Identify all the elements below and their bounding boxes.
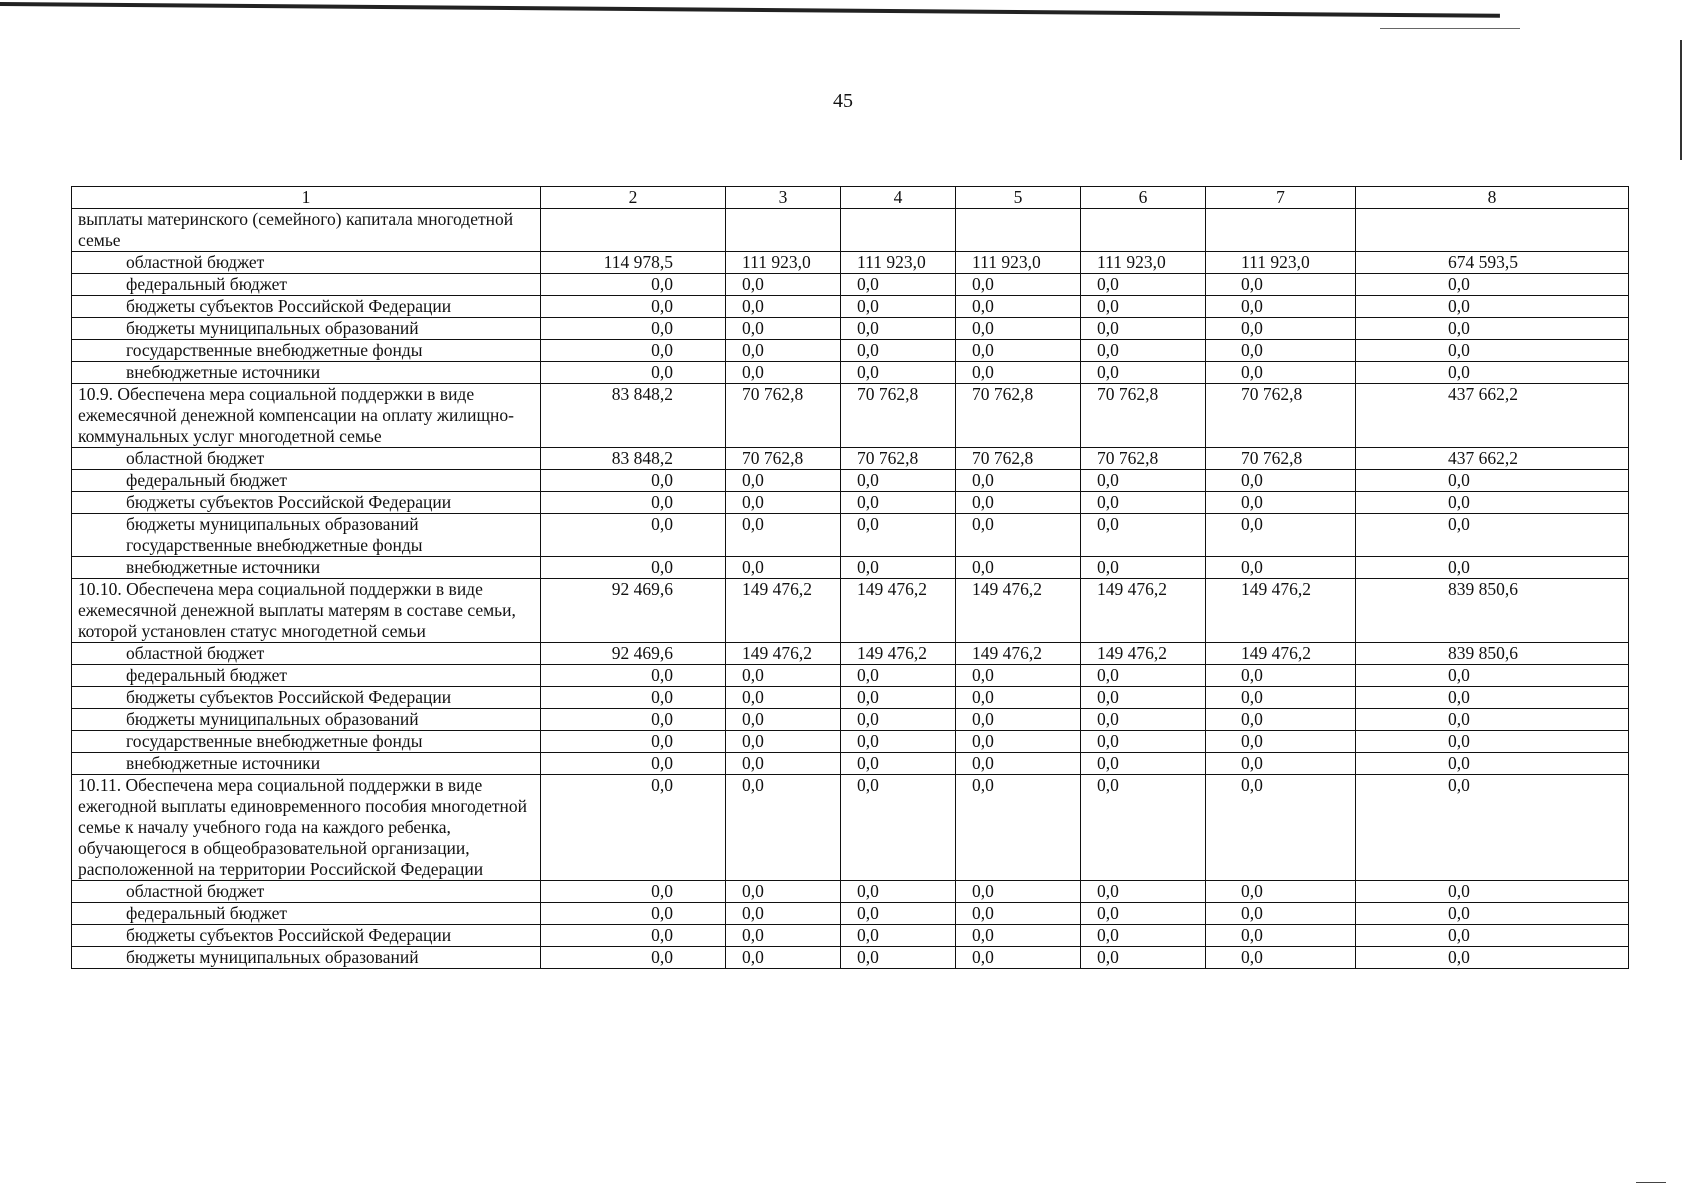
value-cell: 0,0 (541, 318, 726, 340)
value-cell: 0,0 (956, 709, 1081, 731)
value-cell: 0,0 (1356, 687, 1629, 709)
measure-label: выплаты материнского (семейного) капитала многодетной семье (72, 209, 541, 252)
value-cell: 437 662,2 (1356, 448, 1629, 470)
value-cell: 111 923,0 (1206, 252, 1356, 274)
value-cell: 0,0 (541, 881, 726, 903)
value-cell: 0,0 (956, 947, 1081, 969)
value-cell: 0,0 (1206, 362, 1356, 384)
value-cell: 0,0 (541, 665, 726, 687)
value-cell: 0,0 (541, 557, 726, 579)
value-cell: 0,0 (841, 903, 956, 925)
value-cell: 0,0 (1356, 296, 1629, 318)
value-cell (1206, 209, 1356, 252)
value-cell: 149 476,2 (956, 643, 1081, 665)
value-cell: 0,0 (1206, 296, 1356, 318)
measure-label: 10.10. Обеспечена мера социальной поддержки в виде ежемесячной денежной выплаты матерям в составе семьи, которой установлен статус многодетной семьи (72, 579, 541, 643)
value-cell: 83 848,2 (541, 384, 726, 448)
value-cell: 0,0 (956, 687, 1081, 709)
value-cell: 0,0 (1356, 492, 1629, 514)
table-row (72, 731, 1629, 753)
table-row (72, 252, 1629, 274)
value-cell (956, 209, 1081, 252)
value-cell: 0,0 (1206, 947, 1356, 969)
table-row (72, 514, 1629, 557)
table-row (72, 384, 1629, 448)
value-cell: 0,0 (956, 665, 1081, 687)
table-row (72, 687, 1629, 709)
value-cell: 839 850,6 (1356, 579, 1629, 643)
value-cell: 0,0 (956, 775, 1081, 881)
value-cell: 70 762,8 (841, 384, 956, 448)
value-cell: 0,0 (541, 947, 726, 969)
value-cell (1081, 209, 1206, 252)
value-cell: 0,0 (1081, 557, 1206, 579)
value-cell: 0,0 (1356, 881, 1629, 903)
value-cell: 0,0 (541, 296, 726, 318)
value-cell: 0,0 (1356, 903, 1629, 925)
value-cell: 0,0 (726, 753, 841, 775)
value-cell: 0,0 (541, 470, 726, 492)
value-cell: 0,0 (1206, 274, 1356, 296)
top-rule (0, 2, 1500, 18)
value-cell: 0,0 (956, 903, 1081, 925)
value-cell: 0,0 (541, 709, 726, 731)
value-cell: 0,0 (956, 470, 1081, 492)
top-rule-thin (1380, 28, 1520, 29)
value-cell (541, 209, 726, 252)
value-cell (726, 209, 841, 252)
value-cell: 437 662,2 (1356, 384, 1629, 448)
value-cell: 70 762,8 (1206, 448, 1356, 470)
value-cell: 0,0 (841, 340, 956, 362)
table-row (72, 881, 1629, 903)
column-number: 7 (1206, 187, 1356, 209)
value-cell: 0,0 (541, 492, 726, 514)
value-cell: 0,0 (1081, 775, 1206, 881)
value-cell: 0,0 (1206, 318, 1356, 340)
value-cell: 0,0 (726, 296, 841, 318)
table-row (72, 557, 1629, 579)
value-cell: 0,0 (956, 340, 1081, 362)
table-row (72, 947, 1629, 969)
value-cell: 0,0 (726, 514, 841, 557)
value-cell: 0,0 (841, 947, 956, 969)
value-cell: 0,0 (956, 514, 1081, 557)
value-cell: 0,0 (541, 514, 726, 557)
value-cell: 0,0 (1081, 881, 1206, 903)
column-number: 1 (72, 187, 541, 209)
value-cell: 0,0 (841, 775, 956, 881)
value-cell: 0,0 (1081, 925, 1206, 947)
value-cell: 0,0 (841, 362, 956, 384)
table-row (72, 925, 1629, 947)
value-cell: 0,0 (726, 274, 841, 296)
value-cell: 0,0 (841, 514, 956, 557)
table-row (72, 709, 1629, 731)
value-cell: 0,0 (956, 753, 1081, 775)
value-cell: 0,0 (1081, 274, 1206, 296)
funding-source-label: бюджеты муниципальных образований (72, 947, 541, 969)
value-cell: 0,0 (726, 775, 841, 881)
funding-source-label: федеральный бюджет (72, 903, 541, 925)
value-cell (1356, 209, 1629, 252)
value-cell: 0,0 (1356, 775, 1629, 881)
value-cell: 0,0 (1081, 947, 1206, 969)
table-row (72, 643, 1629, 665)
table-row (72, 209, 1629, 252)
value-cell: 0,0 (1206, 753, 1356, 775)
value-cell: 0,0 (841, 709, 956, 731)
value-cell: 0,0 (1356, 470, 1629, 492)
value-cell: 0,0 (1356, 665, 1629, 687)
column-number: 6 (1081, 187, 1206, 209)
value-cell: 0,0 (841, 492, 956, 514)
value-cell: 0,0 (841, 731, 956, 753)
value-cell: 0,0 (726, 557, 841, 579)
value-cell: 70 762,8 (726, 384, 841, 448)
value-cell: 0,0 (1081, 687, 1206, 709)
value-cell: 111 923,0 (1081, 252, 1206, 274)
value-cell: 0,0 (956, 362, 1081, 384)
value-cell: 0,0 (956, 881, 1081, 903)
value-cell: 0,0 (1206, 731, 1356, 753)
value-cell: 0,0 (841, 753, 956, 775)
value-cell: 0,0 (726, 731, 841, 753)
value-cell: 149 476,2 (841, 643, 956, 665)
value-cell: 0,0 (1206, 881, 1356, 903)
value-cell: 0,0 (1081, 753, 1206, 775)
value-cell: 0,0 (1206, 557, 1356, 579)
value-cell (841, 209, 956, 252)
value-cell: 0,0 (841, 296, 956, 318)
value-cell: 0,0 (956, 557, 1081, 579)
funding-source-label: бюджеты субъектов Российской Федерации (72, 296, 541, 318)
value-cell: 149 476,2 (956, 579, 1081, 643)
column-number-row (72, 187, 1629, 209)
value-cell: 0,0 (541, 753, 726, 775)
value-cell: 0,0 (1356, 557, 1629, 579)
value-cell: 0,0 (1206, 903, 1356, 925)
value-cell: 0,0 (956, 492, 1081, 514)
funding-source-label: внебюджетные источники (72, 753, 541, 775)
funding-source-label: государственные внебюджетные фонды (72, 340, 541, 362)
value-cell: 0,0 (1206, 925, 1356, 947)
column-number: 5 (956, 187, 1081, 209)
value-cell: 70 762,8 (1081, 384, 1206, 448)
funding-source-label: внебюджетные источники (72, 557, 541, 579)
value-cell: 0,0 (726, 709, 841, 731)
table-row (72, 665, 1629, 687)
value-cell: 0,0 (541, 731, 726, 753)
value-cell: 0,0 (956, 731, 1081, 753)
value-cell: 0,0 (1206, 340, 1356, 362)
value-cell: 0,0 (541, 362, 726, 384)
value-cell: 149 476,2 (1206, 579, 1356, 643)
value-cell: 70 762,8 (1081, 448, 1206, 470)
value-cell: 92 469,6 (541, 579, 726, 643)
funding-source-label: бюджеты субъектов Российской Федерации (72, 492, 541, 514)
value-cell: 0,0 (541, 274, 726, 296)
value-cell: 0,0 (956, 925, 1081, 947)
value-cell: 0,0 (1206, 709, 1356, 731)
page-number: 45 (833, 90, 853, 112)
funding-source-label: бюджеты муниципальных образований государственные внебюджетные фонды (72, 514, 541, 557)
funding-source-label: федеральный бюджет (72, 665, 541, 687)
value-cell: 0,0 (1356, 340, 1629, 362)
value-cell: 70 762,8 (1206, 384, 1356, 448)
value-cell: 0,0 (541, 775, 726, 881)
measure-label: 10.11. Обеспечена мера социальной поддержки в виде ежегодной выплаты единовременного пособия многодетной семье к началу учебного года на каждого ребенка, обучающегося в общеобразовательной организации, расположенной на территории Российской Федерации (72, 775, 541, 881)
value-cell: 0,0 (541, 903, 726, 925)
value-cell: 0,0 (1081, 340, 1206, 362)
value-cell: 111 923,0 (726, 252, 841, 274)
column-number: 2 (541, 187, 726, 209)
value-cell: 149 476,2 (1081, 643, 1206, 665)
value-cell: 149 476,2 (841, 579, 956, 643)
footer-mark (1636, 1182, 1666, 1183)
table-row (72, 340, 1629, 362)
value-cell: 0,0 (1206, 687, 1356, 709)
value-cell: 114 978,5 (541, 252, 726, 274)
value-cell: 0,0 (841, 687, 956, 709)
value-cell: 0,0 (1356, 947, 1629, 969)
value-cell: 149 476,2 (726, 643, 841, 665)
value-cell: 0,0 (841, 557, 956, 579)
value-cell: 0,0 (1081, 362, 1206, 384)
value-cell: 0,0 (1206, 665, 1356, 687)
table-row (72, 903, 1629, 925)
column-number: 4 (841, 187, 956, 209)
value-cell: 0,0 (726, 340, 841, 362)
table-row (72, 579, 1629, 643)
value-cell: 83 848,2 (541, 448, 726, 470)
value-cell: 0,0 (1081, 492, 1206, 514)
measure-label: 10.9. Обеспечена мера социальной поддержки в виде ежемесячной денежной компенсации на оплату жилищно-коммунальных услуг многодетной семье (72, 384, 541, 448)
funding-source-label: федеральный бюджет (72, 274, 541, 296)
value-cell: 0,0 (1081, 709, 1206, 731)
funding-source-label: федеральный бюджет (72, 470, 541, 492)
value-cell: 0,0 (726, 362, 841, 384)
value-cell: 0,0 (841, 470, 956, 492)
value-cell: 70 762,8 (841, 448, 956, 470)
value-cell: 0,0 (726, 903, 841, 925)
value-cell: 0,0 (1356, 731, 1629, 753)
value-cell: 0,0 (1356, 318, 1629, 340)
value-cell: 0,0 (1356, 753, 1629, 775)
value-cell: 0,0 (1356, 362, 1629, 384)
value-cell: 674 593,5 (1356, 252, 1629, 274)
table-row (72, 492, 1629, 514)
value-cell: 0,0 (541, 340, 726, 362)
value-cell: 0,0 (726, 665, 841, 687)
value-cell: 0,0 (1081, 318, 1206, 340)
value-cell: 0,0 (1356, 514, 1629, 557)
value-cell: 111 923,0 (956, 252, 1081, 274)
funding-source-label: областной бюджет (72, 643, 541, 665)
value-cell: 839 850,6 (1356, 643, 1629, 665)
value-cell: 0,0 (726, 925, 841, 947)
funding-source-label: областной бюджет (72, 448, 541, 470)
value-cell: 0,0 (1206, 775, 1356, 881)
table-row (72, 470, 1629, 492)
value-cell: 70 762,8 (956, 384, 1081, 448)
table-row (72, 296, 1629, 318)
value-cell: 0,0 (726, 492, 841, 514)
value-cell: 0,0 (841, 925, 956, 947)
value-cell: 149 476,2 (726, 579, 841, 643)
column-number: 3 (726, 187, 841, 209)
budget-table (71, 186, 1629, 969)
table-row (72, 775, 1629, 881)
value-cell: 0,0 (1206, 492, 1356, 514)
value-cell: 111 923,0 (841, 252, 956, 274)
value-cell: 0,0 (956, 318, 1081, 340)
value-cell: 0,0 (1081, 731, 1206, 753)
value-cell: 70 762,8 (956, 448, 1081, 470)
table-row (72, 448, 1629, 470)
value-cell: 0,0 (1356, 925, 1629, 947)
value-cell: 0,0 (726, 318, 841, 340)
value-cell: 0,0 (1081, 514, 1206, 557)
value-cell: 0,0 (956, 296, 1081, 318)
value-cell: 70 762,8 (726, 448, 841, 470)
table-row (72, 274, 1629, 296)
value-cell: 0,0 (1206, 514, 1356, 557)
value-cell: 0,0 (1081, 903, 1206, 925)
value-cell: 0,0 (541, 925, 726, 947)
funding-source-label: бюджеты субъектов Российской Федерации (72, 687, 541, 709)
value-cell: 0,0 (1356, 274, 1629, 296)
value-cell: 0,0 (726, 947, 841, 969)
value-cell: 0,0 (841, 274, 956, 296)
value-cell: 0,0 (1206, 470, 1356, 492)
column-number: 8 (1356, 187, 1629, 209)
value-cell: 0,0 (541, 687, 726, 709)
value-cell: 0,0 (841, 318, 956, 340)
funding-source-label: бюджеты муниципальных образований (72, 318, 541, 340)
value-cell: 92 469,6 (541, 643, 726, 665)
value-cell: 0,0 (841, 881, 956, 903)
funding-source-label: областной бюджет (72, 252, 541, 274)
funding-source-label: бюджеты муниципальных образований (72, 709, 541, 731)
funding-source-label: бюджеты субъектов Российской Федерации (72, 925, 541, 947)
table-row (72, 753, 1629, 775)
funding-source-label: областной бюджет (72, 881, 541, 903)
value-cell: 0,0 (726, 687, 841, 709)
funding-source-label: внебюджетные источники (72, 362, 541, 384)
value-cell: 149 476,2 (1081, 579, 1206, 643)
value-cell: 0,0 (1081, 470, 1206, 492)
value-cell: 0,0 (1081, 665, 1206, 687)
value-cell: 149 476,2 (1206, 643, 1356, 665)
value-cell: 0,0 (1356, 709, 1629, 731)
value-cell: 0,0 (726, 881, 841, 903)
funding-source-label: государственные внебюджетные фонды (72, 731, 541, 753)
value-cell: 0,0 (841, 665, 956, 687)
table-row (72, 318, 1629, 340)
value-cell: 0,0 (726, 470, 841, 492)
value-cell: 0,0 (1081, 296, 1206, 318)
value-cell: 0,0 (956, 274, 1081, 296)
table-row (72, 362, 1629, 384)
